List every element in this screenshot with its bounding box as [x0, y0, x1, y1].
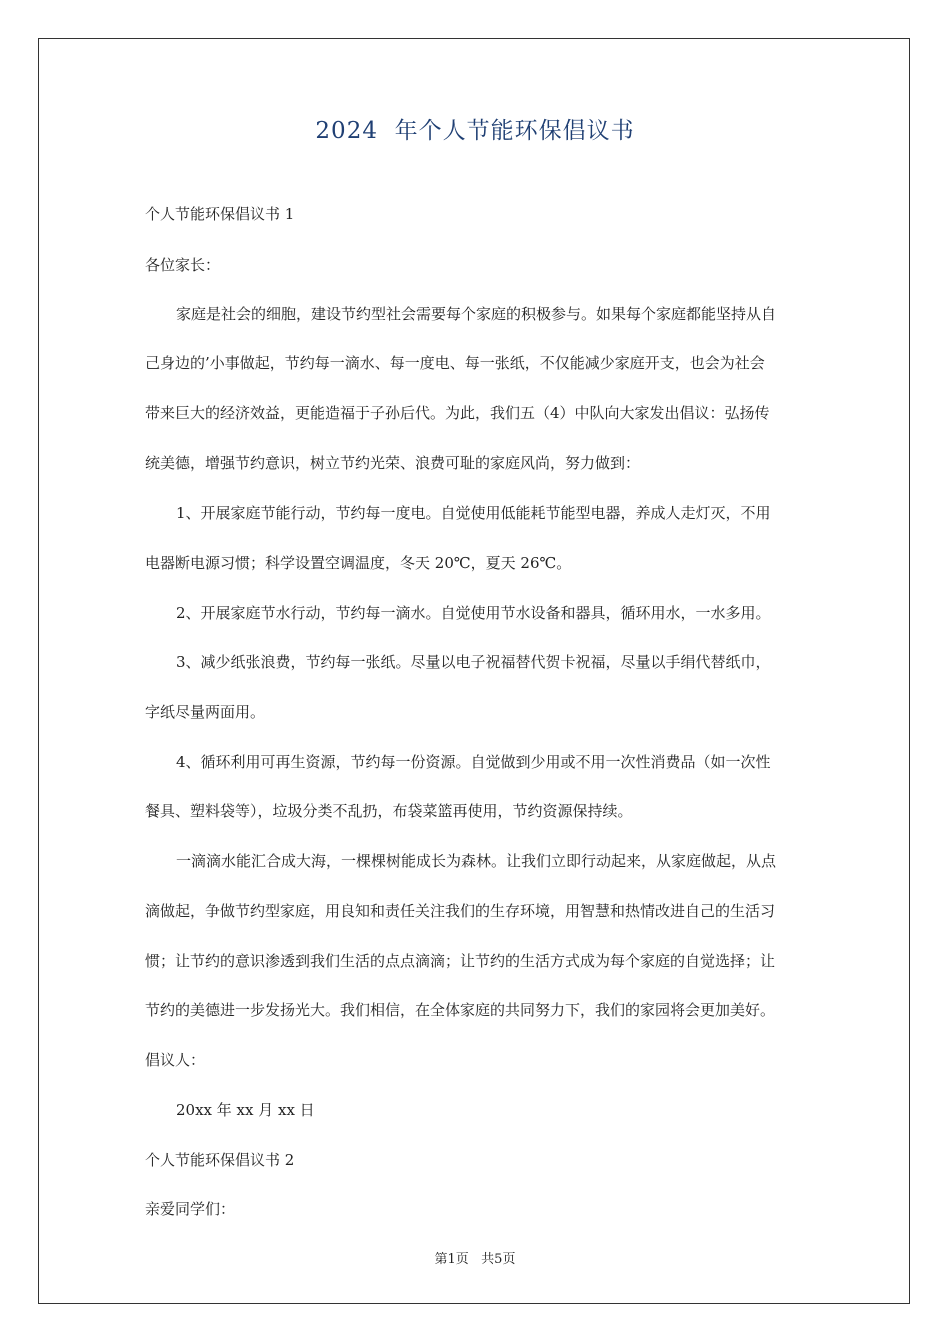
paragraph-line: 电器断电源习惯；科学设置空调温度，冬天 20℃，夏天 26℃。	[145, 554, 572, 572]
paragraph-line: 4、循环利用可再生资源，节约每一份资源。自觉做到少用或不用一次性消费品（如一次性	[176, 753, 771, 771]
paragraph-line: 3、减少纸张浪费，节约每一张纸。尽量以电子祝福替代贺卡祝福，尽量以手绢代替纸巾，	[176, 653, 771, 671]
paragraph-line: 己身边的’小事做起，节约每一滴水、每一度电、每一张纸，不仅能减少家庭开支，也会为社会	[145, 354, 765, 372]
paragraph-line: 2、开展家庭节水行动，节约每一滴水。自觉使用节水设备和器具，循环用水，一水多用。	[176, 604, 771, 622]
paragraph-line: 家庭是社会的细胞，建设节约型社会需要每个家庭的积极参与。如果每个家庭都能坚持从自	[176, 305, 777, 323]
paragraph-line: 带来巨大的经济效益，更能造福于子孙后代。为此，我们五（4）中队向大家发出倡议：弘扬传	[145, 404, 770, 422]
paragraph-line: 字纸尽量两面用。	[145, 703, 266, 721]
paragraph-line: 餐具、塑料袋等），垃圾分类不乱扔，布袋菜篮再使用，节约资源保持续。	[145, 802, 633, 820]
section-heading-1: 个人节能环保倡议书 1	[145, 205, 295, 223]
paragraph-line: 滴做起，争做节约型家庭，用良知和责任关注我们的生存环境，用智慧和热情改进自己的生活习	[145, 902, 776, 920]
paragraph-line: 统美德，增强节约意识，树立节约光荣、浪费可耻的家庭风尚，努力做到：	[145, 454, 641, 472]
paragraph-line: 1、开展家庭节能行动，节约每一度电。自觉使用低能耗节能型电器，养成人走灯灭，不用	[176, 504, 771, 522]
paragraph-line: 惯；让节约的意识渗透到我们生活的点点滴滴；让节约的生活方式成为每个家庭的自觉选择；让	[145, 952, 776, 970]
document-title: 2024 年个人节能环保倡议书	[315, 118, 635, 144]
section-heading-2: 个人节能环保倡议书 2	[145, 1151, 295, 1169]
paragraph-line: 一滴滴水能汇合成大海，一棵棵树能成长为森林。让我们立即行动起来，从家庭做起，从点	[176, 852, 777, 870]
signature-date: 20xx 年 xx 月 xx 日	[176, 1101, 315, 1119]
signature-label: 倡议人：	[145, 1051, 206, 1069]
page-number: 第1页 共5页	[434, 1252, 516, 1267]
salutation: 各位家长：	[145, 256, 221, 274]
paragraph-line: 节约的美德进一步发扬光大。我们相信，在全体家庭的共同努力下，我们的家园将会更加美好。	[145, 1001, 776, 1019]
salutation-2: 亲爱同学们：	[145, 1200, 236, 1218]
